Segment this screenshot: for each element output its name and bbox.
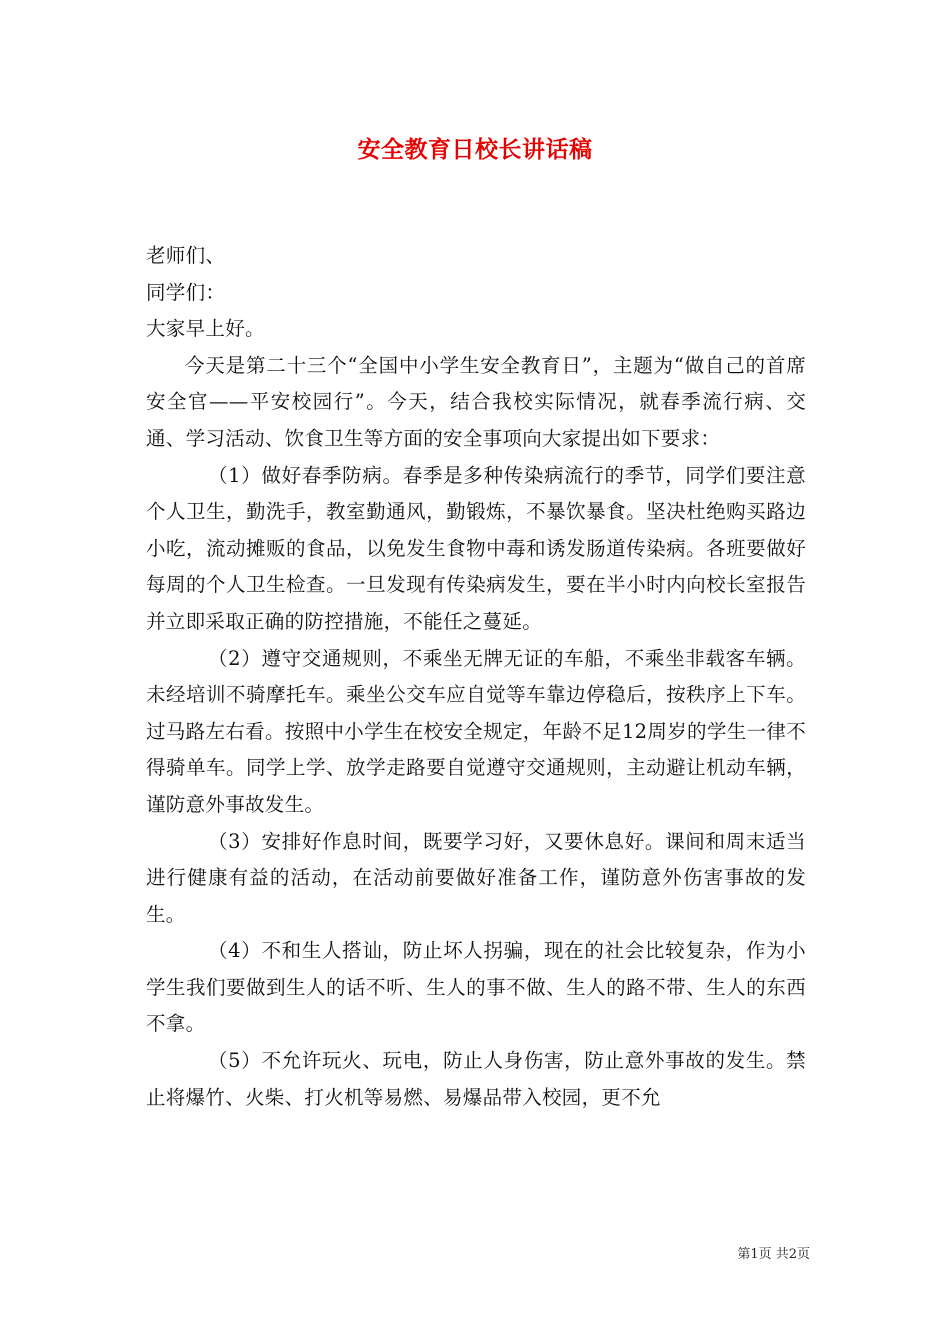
greeting-line-3: 大家早上好。 (146, 317, 265, 341)
item-paragraph-3: （3）安排好作息时间，既要学习好，又要休息好。课间和周末适当进行健康有益的活动，在活动前要做好准备工作，谨防意外伤害事故的发生。 (146, 829, 806, 926)
item-paragraph-4: （4）不和生人搭讪，防止坏人拐骗，现在的社会比较复杂，作为小学生我们要做到生人的话不听、生人的事不做、生人的路不带、生人的东西不拿。 (146, 939, 806, 1036)
greeting-line-1: 老师们、 (146, 244, 226, 267)
item-paragraph-1: （1）做好春季防病。春季是多种传染病流行的季节，同学们要注意个人卫生，勤洗手，教室勤通风，勤锻炼，不暴饮暴食。坚决杜绝购买路边小吃，流动摊贩的食品，以免发生食物中毒和诱发肠道传染病。各班要做好每周的个人卫生检查。一旦发现有传染病发生，要在半小时内向校长室报告并立即采取正确的防控措施，不能任之蔓延。 (146, 463, 806, 633)
intro-paragraph: 今天是第二十三个“全国中小学生安全教育日”，主题为“做自己的首席安全官——平安校园行”。今天，结合我校实际情况，就春季流行病、交通、学习活动、饮食卫生等方面的安全事项向大家提出如下要求： (146, 353, 806, 450)
page-number: 第1页 共2页 (737, 1247, 810, 1262)
greeting-line-2: 同学们： (146, 280, 226, 304)
document-title: 安全教育日校长讲话稿 (357, 137, 593, 163)
item-paragraph-5: （5）不允许玩火、玩电，防止人身伤害，防止意外事故的发生。禁止将爆竹、火柴、打火机等易燃、易爆品带入校园，更不允 (146, 1049, 806, 1109)
item-paragraph-2: （2）遵守交通规则，不乘坐无牌无证的车船，不乘坐非载客车辆。未经培训不骑摩托车。乘坐公交车应自觉等车靠边停稳后，按秩序上下车。过马路左右看。按照中小学生在校安全规定，年龄不足12周岁的学生一律不得骑单车。同学上学、放学走路要自觉遵守交通规则，主动避让机动车辆，谨防意外事故发生。 (146, 646, 806, 816)
document-body (146, 238, 806, 1116)
